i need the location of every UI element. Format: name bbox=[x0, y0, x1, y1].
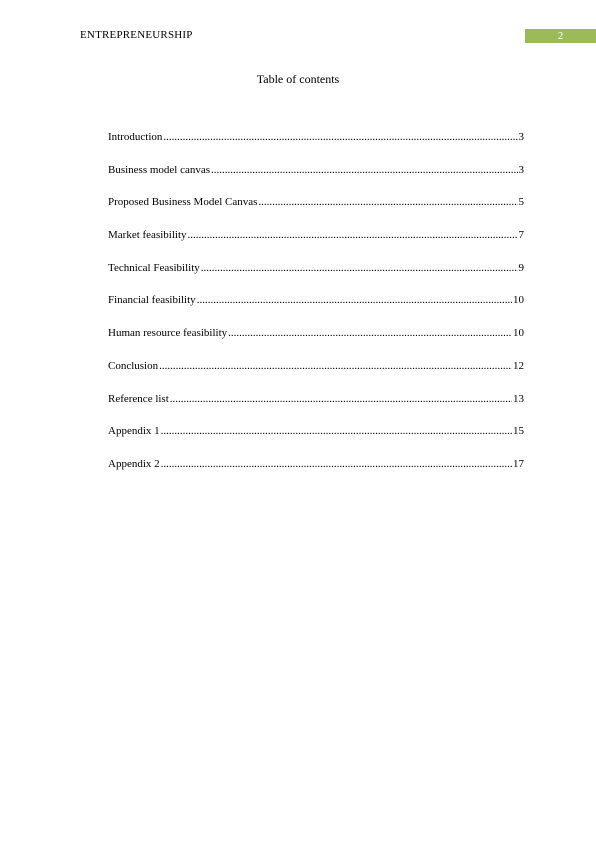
toc-entry-label: Appendix 1 bbox=[108, 425, 160, 438]
toc-entry-business-model-canvas[interactable] bbox=[108, 164, 524, 197]
toc-entry-page: 10 bbox=[513, 327, 524, 340]
toc-entry-page: 12 bbox=[513, 359, 524, 372]
toc-entry-label: Proposed Business Model Canvas bbox=[108, 196, 258, 209]
toc-entry-page: 15 bbox=[513, 425, 524, 438]
toc-entry-human-resource-feasibility[interactable] bbox=[108, 327, 524, 360]
toc-entry-label: Introduction bbox=[108, 131, 163, 143]
dot-leader bbox=[201, 262, 518, 274]
toc-entry-page: 10 bbox=[513, 294, 524, 307]
toc-entry-introduction[interactable] bbox=[108, 131, 524, 164]
toc-heading: Table of contents bbox=[256, 72, 340, 86]
dot-leader bbox=[163, 131, 517, 143]
toc-entry-financial-feasibility[interactable] bbox=[108, 294, 524, 327]
dot-leader bbox=[258, 196, 517, 208]
toc-entry-label: Reference list bbox=[108, 392, 169, 405]
toc-entry-label: Market feasibility bbox=[108, 229, 187, 242]
dot-leader bbox=[161, 425, 512, 437]
toc-entry-appendix-1[interactable] bbox=[108, 425, 524, 458]
toc-entry-page: 5 bbox=[518, 196, 524, 209]
toc-entry-label: Business model canvas bbox=[108, 163, 211, 176]
toc-entry-label: Conclusion bbox=[108, 359, 159, 372]
toc-entry-label: Financial feasibility bbox=[108, 294, 196, 307]
toc-entry-proposed-business-model-canvas[interactable] bbox=[108, 196, 524, 229]
toc-entry-reference-list[interactable] bbox=[108, 393, 524, 426]
toc-entry-label: Technical Feasibility bbox=[108, 261, 200, 274]
toc-entry-label: Human resource feasibility bbox=[108, 327, 228, 340]
dot-leader bbox=[211, 164, 517, 176]
running-header: ENTREPRENEURSHIP bbox=[80, 29, 193, 41]
toc-entry-appendix-2[interactable] bbox=[108, 458, 524, 491]
toc-entry-page: 7 bbox=[518, 229, 524, 242]
toc-entry-technical-feasibility[interactable] bbox=[108, 262, 524, 295]
dot-leader bbox=[228, 327, 512, 339]
toc-entry-page: 17 bbox=[513, 457, 524, 470]
dot-leader bbox=[188, 229, 518, 241]
toc-list bbox=[108, 131, 524, 491]
dot-leader bbox=[170, 393, 512, 405]
dot-leader bbox=[197, 294, 512, 306]
page-number-badge: 2 bbox=[525, 29, 596, 43]
toc-entry-market-feasibility[interactable] bbox=[108, 229, 524, 262]
toc-entry-page: 3 bbox=[518, 163, 524, 176]
dot-leader bbox=[161, 458, 512, 470]
toc-entry-conclusion[interactable] bbox=[108, 360, 524, 393]
toc-entry-page: 13 bbox=[513, 392, 524, 405]
dot-leader bbox=[159, 360, 512, 372]
toc-entry-label: Appendix 2 bbox=[108, 457, 160, 470]
toc-entry-page: 3 bbox=[518, 131, 524, 143]
toc-entry-page: 9 bbox=[518, 261, 524, 274]
